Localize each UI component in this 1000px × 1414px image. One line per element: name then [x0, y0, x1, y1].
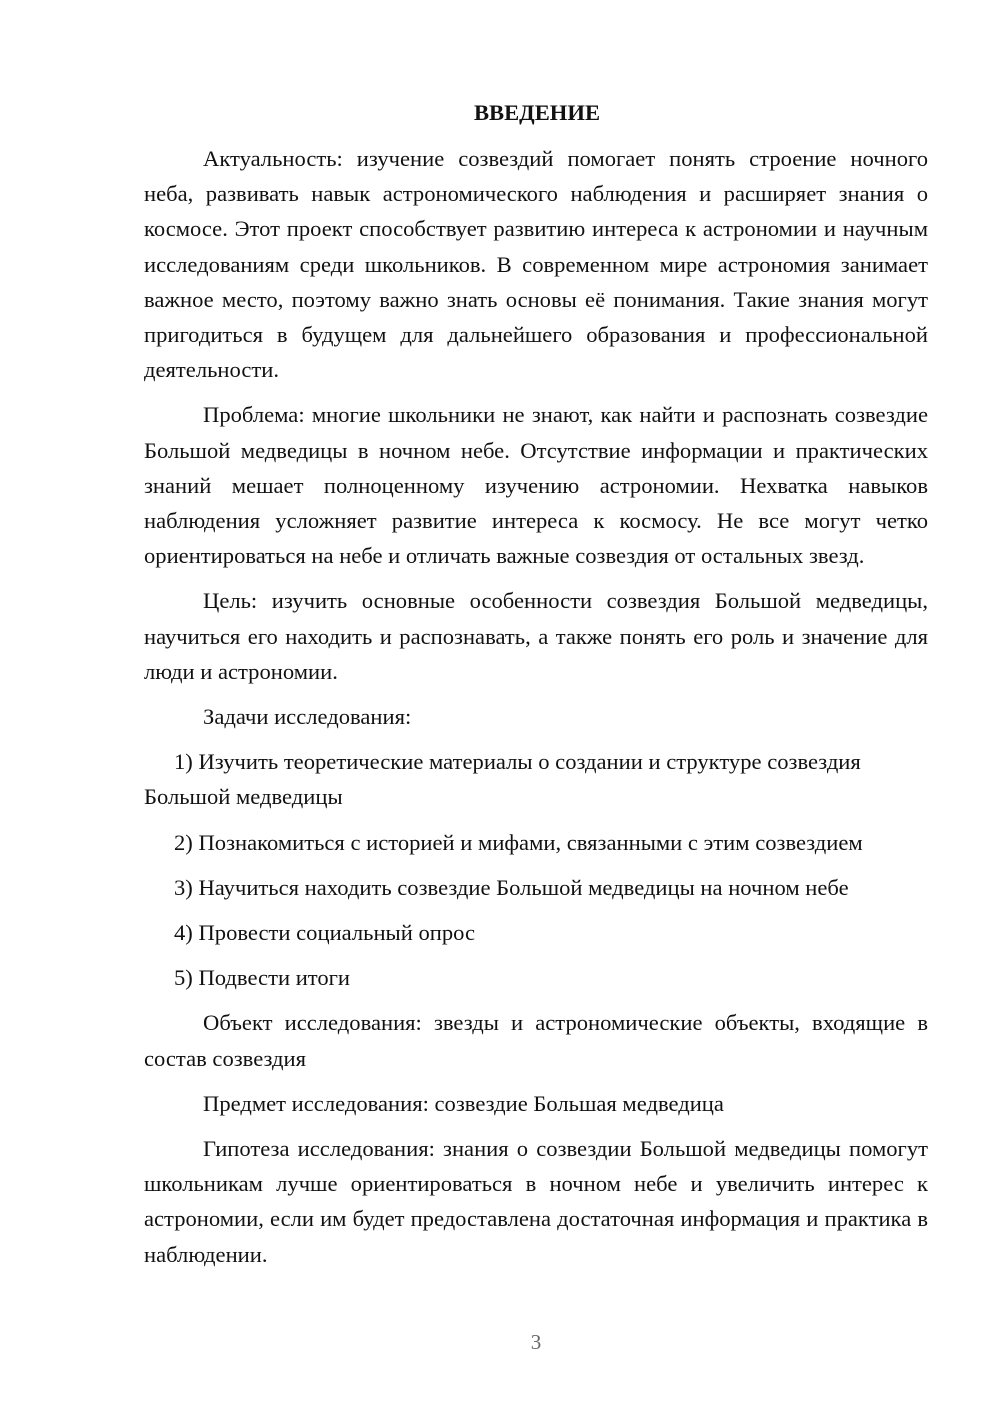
paragraph-object: Объект исследования: звезды и астрономические объекты, входящие в состав созвездия [144, 1010, 928, 1071]
paragraph-hypothesis: Гипотеза исследования: знания о созвездии Большой медведицы помогут школьникам лучше ориентироваться в ночном небе и увеличить интерес к астрономии, если им будет предоставлена достаточная информация и практика в наблюдении. [144, 1136, 928, 1267]
tasks-heading: Задачи исследования: [203, 704, 412, 730]
task-item-5: 5) Подвести итоги [174, 965, 351, 991]
task-item-3: 3) Научиться находить созвездие Большой медведицы на ночном небе [174, 874, 849, 900]
paragraph-subject: Предмет исследования: созвездие Большая медведица [203, 1090, 724, 1116]
task-item-1: 1) Изучить теоретические материалы о создании и структуре созвездия Большой медведицы [144, 749, 861, 810]
paragraph-problem: Проблема: многие школьники не знают, как найти и распознать созвездие Большой медведицы в ночном небе. Отсутствие информации и практических знаний мешает полноценному изучению астрономии. Нехватка навыков наблюдения усложняет развитие интереса к космосу. Не все могут четко ориентироваться на небе и отличать важные созвездия от остальных звезд. [144, 402, 928, 569]
page-title: ВВЕДЕНИЕ [473, 100, 601, 125]
paragraph-relevance: Актуальность: изучение созвездий помогает понять строение ночного неба, развивать навык астрономического наблюдения и расширяет знания о космосе. Этот проект способствует развитию интереса к астрономии и научным исследованиям среди школьников. В современном мире астрономия занимает важное место, поэтому важно знать основы её понимания. Такие знания могут пригодиться в будущем для дальнейшего образования и профессиональной деятельности. [144, 146, 928, 383]
page-body [144, 95, 928, 1282]
paragraph-goal: Цель: изучить основные особенности созвездия Большой медведицы, научиться его находить и распознавать, а также понять его роль и значение для люди и астрономии. [144, 588, 928, 684]
task-item-2: 2) Познакомиться с историей и мифами, связанными с этим созвездием [174, 829, 863, 855]
task-item-4: 4) Провести социальный опрос [174, 920, 476, 946]
page-number: 3 [530, 1330, 542, 1354]
